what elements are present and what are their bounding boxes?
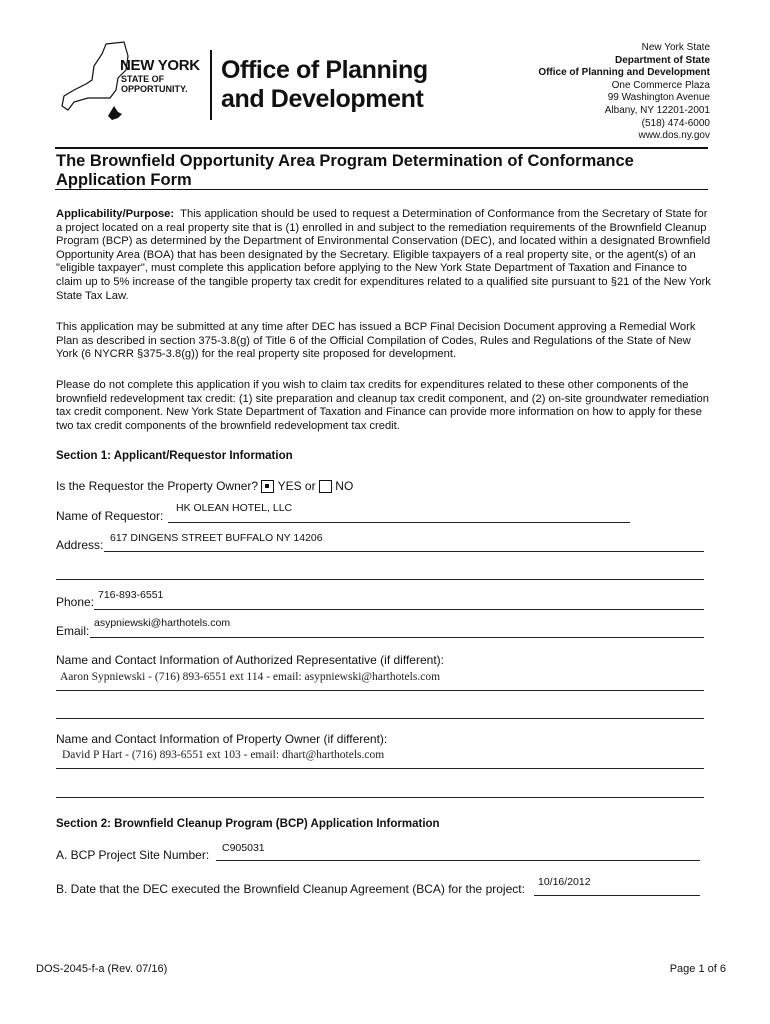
requestor-underline: [168, 522, 630, 523]
yes-checkbox[interactable]: [261, 480, 274, 493]
requestor-field[interactable]: HK OLEAN HOTEL, LLC: [176, 502, 293, 514]
title-rule-bottom: [55, 189, 708, 190]
property-owner-underline-2: [56, 797, 704, 798]
title-rule-top: [55, 147, 708, 149]
address-field[interactable]: 617 DINGENS STREET BUFFALO NY 14206: [110, 532, 323, 544]
property-owner-underline-1: [56, 768, 704, 769]
page-number: Page 1 of 6: [669, 963, 726, 975]
ny-tagline: STATE OF OPPORTUNITY.: [121, 74, 188, 94]
requestor-label: Name of Requestor:: [56, 509, 164, 523]
email-label: Email:: [56, 624, 90, 638]
representative-underline-1: [56, 690, 704, 691]
exclusion-paragraph: Please do not complete this application if you wish to claim tax credits for expenditures related to these other components of the brownfield redevelopment tax credit: (1) site preparation and cleanup tax credit component, and (2) on-site groundwater remediation tax credit component. New York State Department of Taxation and Finance can provide more information on how to apply for these two tax credit components of the brownfield redevelopment tax credit.: [56, 379, 709, 432]
ny-wordmark: NEW YORK: [120, 57, 200, 74]
submission-paragraph: This application may be submitted at any time after DEC has issued a BCP Final Decision Document approving a Remedial Work Plan as described in section 375-3.8(g) of Title 6 of the Official Compilation of Codes, Rules and Regulations of the State of New York (6 NYCRR §375-3.8(g)) for the real property site proposed for development.: [56, 321, 696, 361]
phone-label: Phone:: [56, 595, 95, 609]
property-owner-field[interactable]: David P Hart - (716) 893-6551 ext 103 - email: dhart@harthotels.com: [62, 749, 385, 761]
address-underline-1: [104, 551, 704, 552]
no-checkbox[interactable]: [319, 480, 332, 493]
bca-date-field[interactable]: 10/16/2012: [538, 876, 591, 888]
applicability-paragraph: Applicability/Purpose: This application should be used to request a Determination of Conformance from the Secretary of State for a project located on a real property site that is (1) enrolled in and subject to the remediation requirements of the Brownfield Cleanup Program (BCP) as determined by the Department of Environmental Conservation (DEC), and located within a designated Brownfield Opportunity Area (BOA) that has been designated by the Secretary. Eligible taxpayers of a real property site, or the agent(s) of an "eligible taxpayer", must complete this application before applying to the New York State Department of Taxation and Finance to claim up to 5% increase of the tangible property tax credit for expenditures related to a qualified site pursuant to §21 of the New York State Tax Law.: [56, 208, 711, 302]
phone-underline: [94, 609, 704, 610]
section1-heading: Section 1: Applicant/Requestor Information: [56, 450, 293, 462]
representative-underline-2: [56, 718, 704, 719]
representative-label: Name and Contact Information of Authorized Representative (if different):: [56, 653, 444, 667]
representative-field[interactable]: Aaron Sypniewski - (716) 893-6551 ext 114 - email: asypniewski@harthotels.com: [60, 671, 441, 683]
email-field[interactable]: asypniewski@harthotels.com: [94, 617, 231, 629]
property-owner-label: Name and Contact Information of Property Owner (if different):: [56, 732, 388, 746]
agency-address-block: New York State Department of State Office of Planning and Development One Commerce Plaza 99 Washington Avenue Albany, NY 12201-2001 (518) 474-6000 www.dos.ny.gov: [538, 42, 710, 142]
page-title: The Brownfield Opportunity Area Program Determination of Conformance Application Form: [56, 152, 634, 189]
email-underline: [90, 637, 704, 638]
office-title: Office of Planning and Development: [221, 56, 428, 113]
address-underline-2: [56, 579, 704, 580]
address-label: Address:: [56, 538, 104, 552]
bcp-site-number-underline: [216, 860, 700, 861]
bca-date-underline: [534, 895, 700, 896]
logo-divider: [210, 50, 212, 120]
bcp-site-number-field[interactable]: C905031: [222, 842, 265, 854]
phone-field[interactable]: 716-893-6551: [98, 589, 164, 601]
bca-date-label: B. Date that the DEC executed the Brownfield Cleanup Agreement (BCA) for the project:: [56, 882, 525, 896]
section2-heading: Section 2: Brownfield Cleanup Program (BCP) Application Information: [56, 818, 440, 830]
new-york-state-map-logo: [58, 40, 130, 126]
owner-question: Is the Requestor the Property Owner? YES or NO: [56, 479, 354, 493]
form-id: DOS-2045-f-a (Rev. 07/16): [36, 963, 168, 975]
bcp-site-number-label: A. BCP Project Site Number:: [56, 848, 210, 862]
